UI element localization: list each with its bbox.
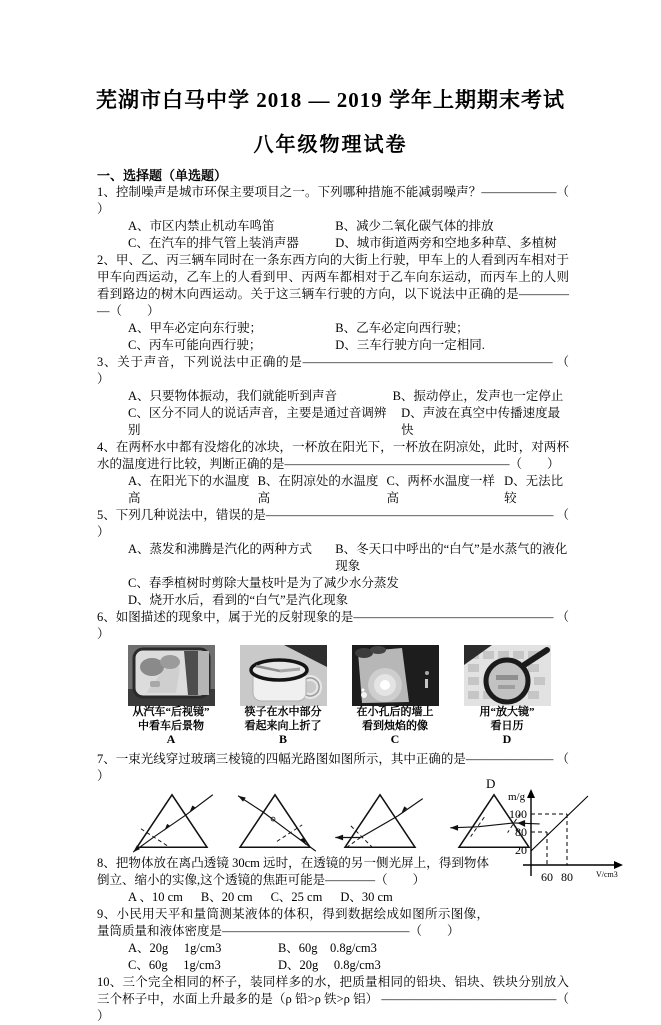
option-9b: B、60g 0.8g/cm3 [277,941,377,955]
figure-b-letter: B [278,732,287,746]
question-4-stem: 4、在两杯水中都有没熔化的冰块，一杯放在阳光下，一杯放在阴凉处，此时，对两杯水的温度进行比较，判断正确的是——————————————————（ ） [97,440,569,471]
option-9d: D、20g 0.8g/cm3 [277,958,381,972]
figure-rearview-mirror [119,645,223,751]
option-9c: C、60g 1g/cm3 [128,958,221,972]
option-5a: A、蒸发和沸腾是汽化的两种方式 [128,542,313,556]
question-1-stem: 1、控制噪声是城市环保主要项目之一。下列哪种措施不能减弱噪声？——————（ ） [97,185,595,216]
question-5-options-row-2 [97,575,569,592]
option-3d: D、声波在真空中传播速度最快 [401,406,561,437]
option-4a: A、在阳光下的水温度高 [128,474,250,505]
option-5c: C、春季植树时剪除大量枝叶是为了减少水分蒸发 [128,576,399,590]
option-2a: A、甲车必定向东行驶； [128,321,263,335]
option-8a: A 、10 cm [128,890,183,904]
graph-x-tick-60: 60 [541,870,553,884]
graph-y-axis-label: m/g [508,791,526,803]
question-3-stem: 3、关于声音，下列说法中正确的是———————————————————— （ ） [97,355,595,386]
prism-diagram-1 [123,787,221,855]
graph-y-tick-100: 100 [509,807,527,821]
option-5b: B、冬天口中呼出的“白气”是水蒸气的液化现象 [335,542,568,573]
figure-magnifier-calendar [455,645,559,751]
question-4-options-row [97,473,569,507]
figure-d-caption-line2: 看日历 [490,719,524,732]
question-6-stem: 6、如图描述的现象中，属于光的反射现象的是———————————————— （ ） [97,610,595,641]
option-2d: D、三车行驶方向一定相同. [335,338,485,352]
question-9-graph [490,784,660,889]
graph-x-axis-label: V/cm3 [596,870,618,879]
exam-body [97,167,595,1025]
figure-a-caption-line1: 从汽车“后视镜” [132,706,210,718]
question-2-options-row-2 [97,337,569,354]
option-4b: B、在阴凉处的水温度高 [257,474,379,505]
option-9a: A、20g 1g/cm3 [128,941,222,955]
option-4c: C、两杯水温度一样高 [386,474,495,505]
rearview-mirror-photo [128,645,215,706]
question-8-options-row [97,889,569,906]
mass-volume-graph [490,784,660,889]
option-1b: B、减少二氧化碳气体的排放 [335,219,494,233]
stray-figure-label: D [486,776,496,791]
section-heading: 一、选择题（单选题） [97,168,228,183]
graph-x-tick-80: 80 [561,870,573,884]
figure-d-caption-line1: 用“放大镜” [479,706,535,718]
figure-c-caption-line2: 看到烛焰的像 [362,719,428,732]
question-3-options-row-1 [97,388,569,405]
option-8c: C、25 cm [270,890,323,904]
option-4d: D、无法比较 [504,474,564,505]
figure-chopstick-in-water [231,645,335,751]
option-1a: A、市区内禁止机动车鸣笛 [128,219,275,233]
option-5d: D、烧开水后，看到的“白气”是汽化现象 [128,593,349,607]
pinhole-candle-photo [352,645,439,706]
question-8-stem: 8、把物体放在离凸透镜 30cm 远时，在透镜的另一侧光屏上，得到物体倒立、缩小的实像,这个透镜的焦距可能是————（ ） [97,856,489,887]
option-2c: C、丙车可能向西行驶； [128,338,262,352]
question-6-figures [97,645,569,751]
figure-c-letter: C [390,732,400,746]
question-9-stem: 9、小民用天平和量筒测某液体的体积，得到数据绘成如图所示图像，量筒质量和液体密度是———————————————（ ） [97,907,489,938]
figure-b-caption-line1: 筷子在水中部分 [244,706,322,718]
question-7-stem: 7、一束光线穿过玻璃三棱镜的四幅光路图如图所示，其中正确的是——————— （ ） [97,752,595,783]
magnifier-calendar-photo [464,645,551,706]
question-1-options-row-1 [97,218,569,235]
question-1-options-row-2 [97,235,569,252]
question-2-stem: 2、甲、乙、丙三辆车同时在一条东西方向的大街上行驶，甲车上的人看到丙车相对于甲车向西运动，乙车上的人看到甲、丙两车都相对于乙车向东运动，而丙车上的人则看到路边的树木向西运动。关于这三辆车行驶的方向，以下说法中正确的是———— —（ ） [97,253,569,318]
figure-a-letter: A [166,732,176,746]
figure-d-letter: D [502,732,512,746]
exam-title: 芜湖市白马中学 2018 — 2019 学年上期期末考试 [96,88,565,112]
question-5-options-row-1 [97,541,569,575]
prism-diagram-2 [226,787,324,855]
figure-c-caption-line1: 在小孔后的墙上 [356,706,434,718]
figure-b-caption-line2: 看起来向上折了 [244,719,322,732]
option-3a: A、只要物体振动，我们就能听到声音 [128,389,338,403]
chopstick-cup-photo [240,645,327,706]
question-10-stem: 10、三个完全相同的杯子，装同样多的水，把质量相同的铅块、铝块、铁块分别放入三个杯子中，水面上升最多的是（ρ 铅>ρ 铁>ρ 铝） ——————————————（ ） [97,975,595,1023]
question-9-options-row-2 [97,957,569,974]
figure-pinhole-candle [343,645,447,751]
option-1c: C、在汽车的排气管上装消声器 [128,236,299,250]
option-3b: B、振动停止，发声也一定停止 [392,389,564,403]
figure-a-caption-line2: 中看车后景物 [138,719,204,732]
question-3-options-row-2 [97,405,569,439]
question-5-options-row-3 [97,592,569,609]
option-3c: C、区分不同人的说话声音，主要是通过音调辨别 [128,406,387,437]
question-5-stem: 5、下列几种说法中，错误的是——————————————————————— （ ） [97,508,595,539]
graph-y-tick-20: 20 [515,843,527,857]
option-8d: D、30 cm [340,890,393,904]
exam-page [0,84,661,1023]
exam-subtitle: 八年级物理试卷 [253,134,408,156]
option-8b: B、20 cm [200,890,253,904]
question-9-options-row-1 [97,940,569,957]
prism-diagram-3 [331,787,429,855]
option-1d: D、城市街道两旁和空地多种草、多植树 [335,236,557,250]
question-2-options-row-1 [97,320,569,337]
option-2b: B、乙车必定向西行驶； [335,321,469,335]
graph-y-tick-80: 80 [515,825,527,839]
